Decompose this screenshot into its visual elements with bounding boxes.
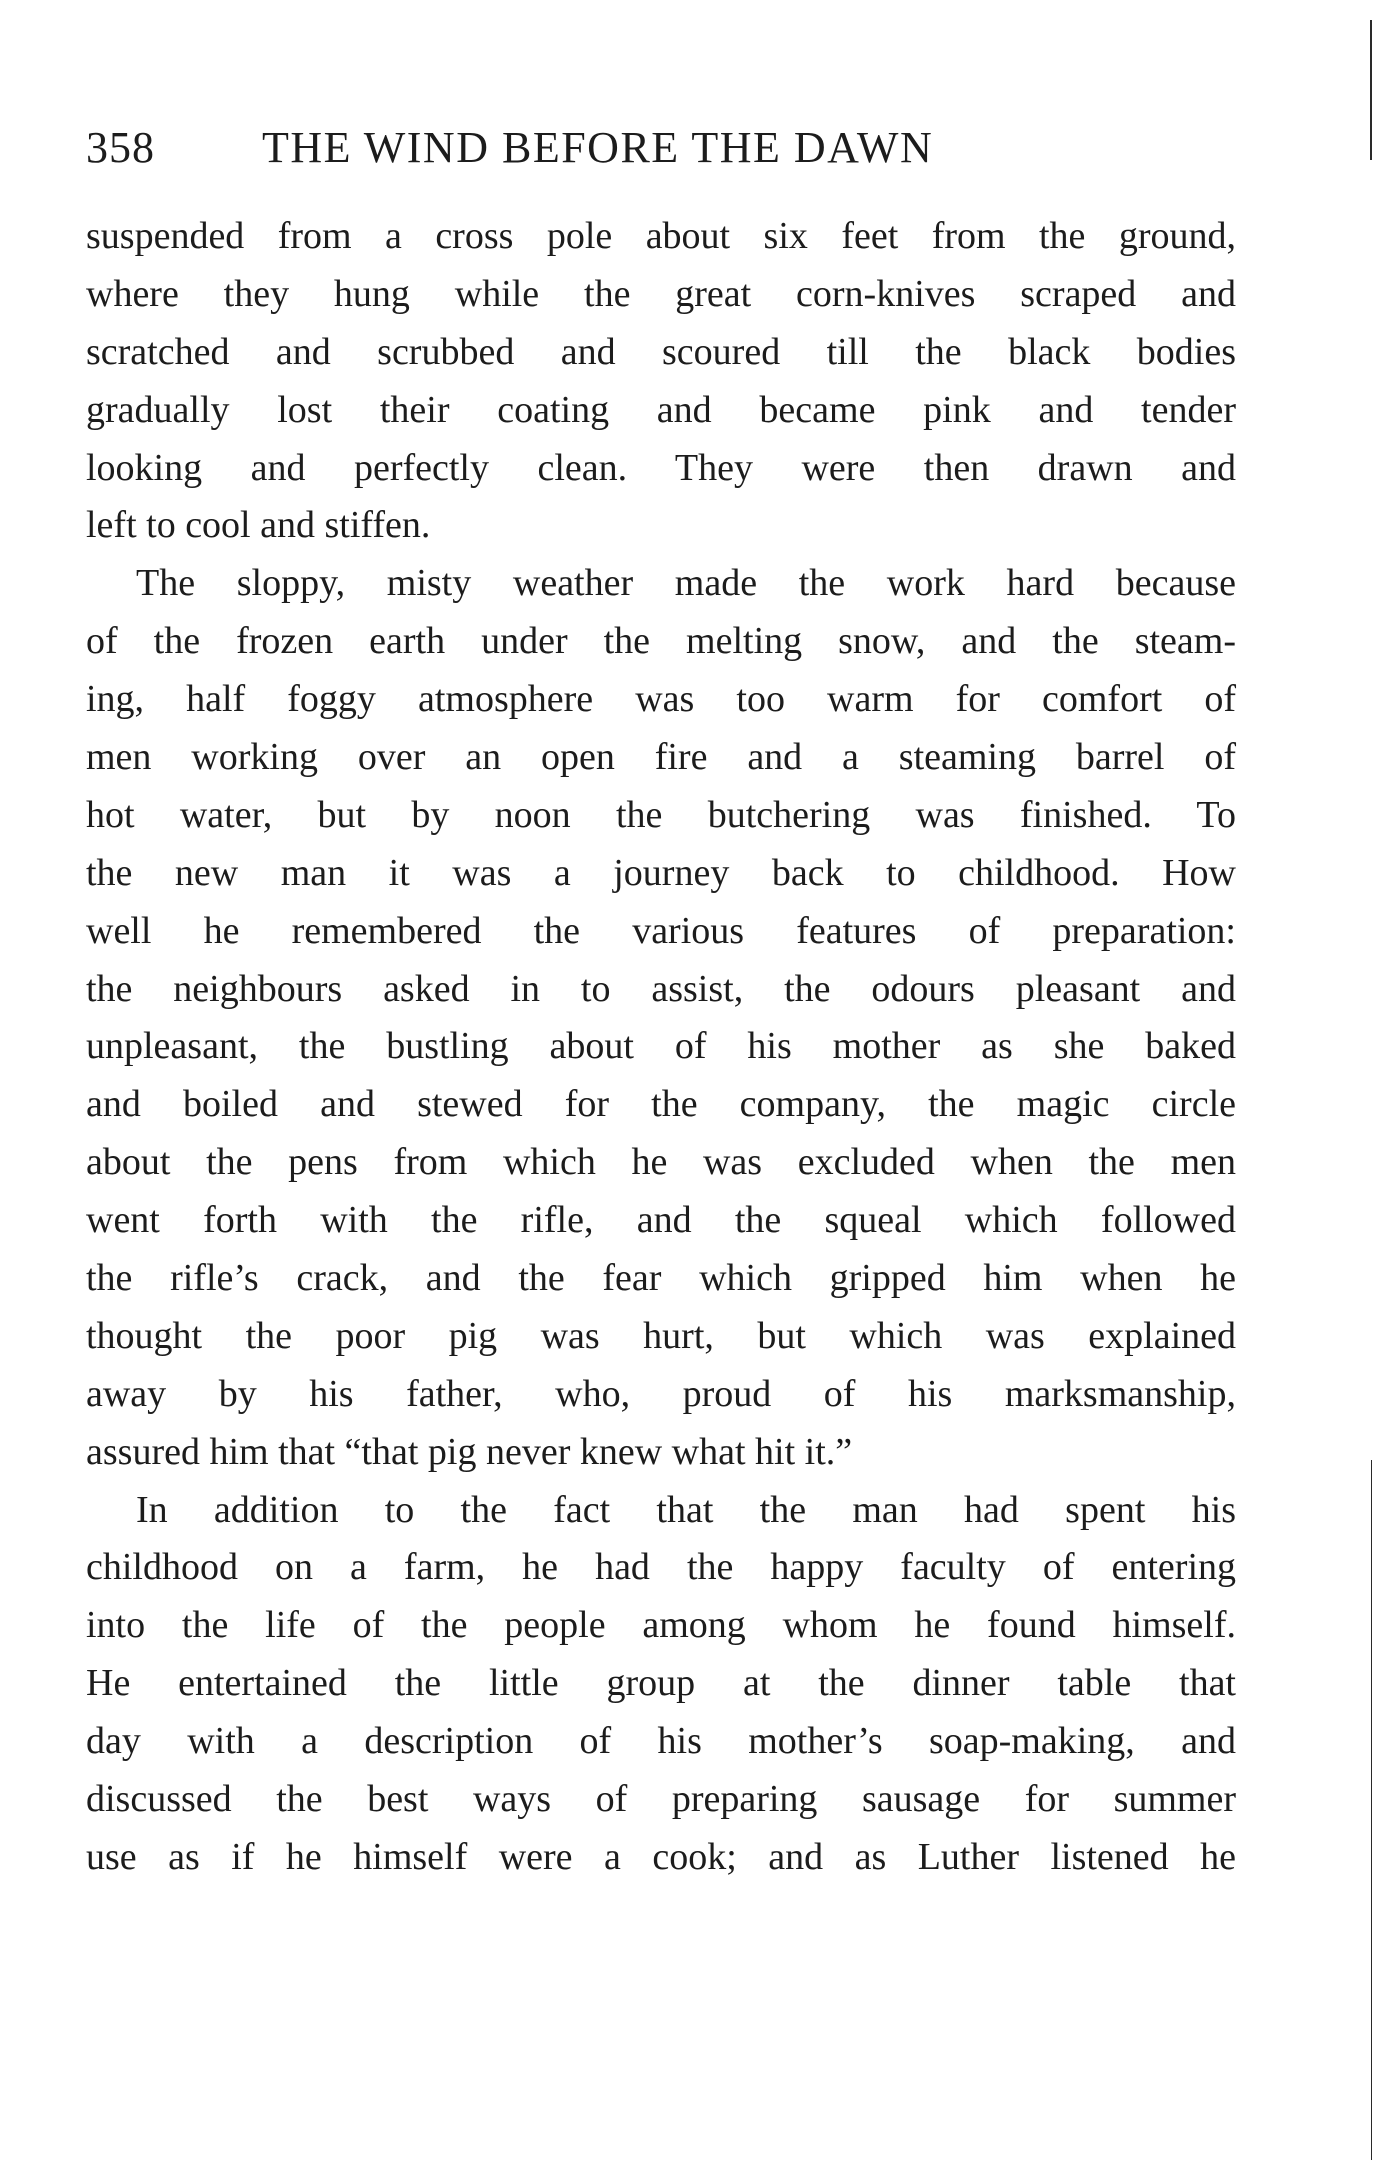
- paragraph: [86, 555, 1236, 1481]
- text-line: He entertained the little group at the dinner table that: [86, 1662, 1236, 1705]
- text-line: In addition to the fact that the man had spent his: [136, 1488, 1236, 1531]
- text-line: looking and perfectly clean. They were then drawn and: [86, 446, 1236, 489]
- text-line: the new man it was a journey back to childhood. How: [86, 851, 1236, 894]
- text-line: use as if he himself were a cook; and as Luther listened he: [86, 1835, 1236, 1878]
- scan-edge-mark: [1370, 20, 1372, 160]
- page-number: 358: [86, 123, 155, 172]
- running-header: [86, 118, 1236, 178]
- scan-edge-mark: [1371, 1460, 1372, 2160]
- text-line: thought the poor pig was hurt, but which was explained: [86, 1314, 1236, 1357]
- text-line: day with a description of his mother’s soap-making, and: [86, 1720, 1236, 1763]
- text-line: and boiled and stewed for the company, the magic circle: [86, 1083, 1236, 1126]
- text-line: the neighbours asked in to assist, the odours pleasant and: [86, 967, 1236, 1010]
- text-line: discussed the best ways of preparing sausage for summer: [86, 1778, 1236, 1821]
- paragraph: [86, 1482, 1236, 1887]
- text-line: unpleasant, the bustling about of his mother as she baked: [86, 1025, 1236, 1068]
- text-line: away by his father, who, proud of his marksmanship,: [86, 1372, 1236, 1415]
- text-line: The sloppy, misty weather made the work hard because: [136, 562, 1236, 605]
- text-line: the rifle’s crack, and the fear which gripped him when he: [86, 1257, 1236, 1300]
- body-text: [86, 208, 1236, 1887]
- text-line: suspended from a cross pole about six feet from the ground,: [86, 215, 1236, 257]
- text-line: left to cool and stiffen.: [86, 504, 431, 547]
- text-line: hot water, but by noon the butchering was finished. To: [86, 793, 1236, 836]
- text-line: went forth with the rifle, and the squeal which followed: [86, 1199, 1236, 1242]
- text-line: where they hung while the great corn-knives scraped and: [86, 272, 1236, 315]
- paragraph: [86, 208, 1236, 555]
- text-line: well he remembered the various features of preparation:: [86, 909, 1236, 952]
- text-line: of the frozen earth under the melting snow, and the steam-: [86, 620, 1236, 663]
- running-title: THE WIND BEFORE THE DAWN: [262, 123, 934, 172]
- text-line: men working over an open fire and a steaming barrel of: [86, 736, 1236, 779]
- text-line: into the life of the people among whom he found himself.: [86, 1604, 1236, 1647]
- text-line: about the pens from which he was excluded when the men: [86, 1141, 1236, 1184]
- text-line: scratched and scrubbed and scoured till the black bodies: [86, 330, 1236, 373]
- text-line: ing, half foggy atmosphere was too warm for comfort of: [86, 678, 1236, 721]
- text-line: gradually lost their coating and became pink and tender: [86, 388, 1236, 431]
- text-line: childhood on a farm, he had the happy faculty of entering: [86, 1546, 1236, 1589]
- text-line: assured him that “that pig never knew what hit it.”: [86, 1430, 853, 1473]
